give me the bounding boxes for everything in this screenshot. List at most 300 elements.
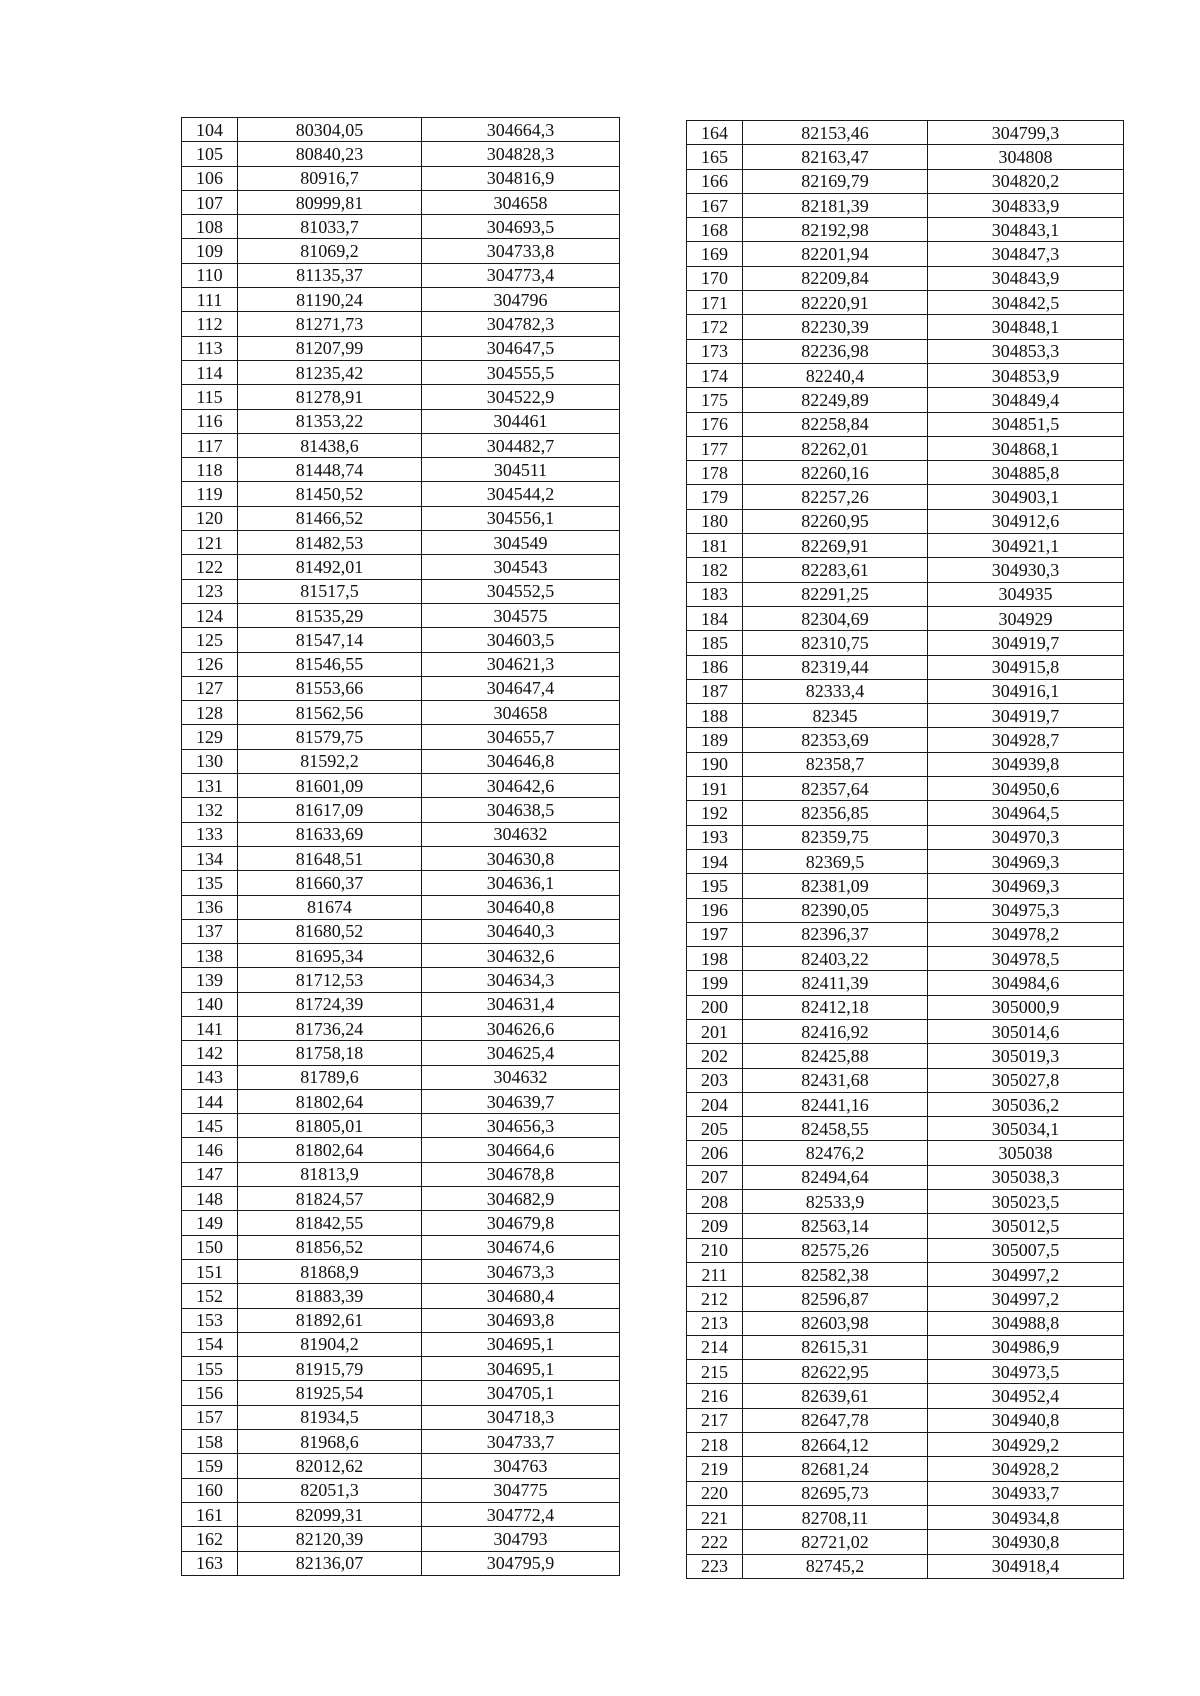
table-row	[687, 436, 1124, 460]
x-coordinate-cell: 82381,09	[743, 874, 928, 898]
point-number-cell: 139	[182, 968, 238, 992]
point-number-cell: 129	[182, 725, 238, 749]
y-coordinate-cell: 304555,5	[422, 360, 620, 384]
x-coordinate-cell: 82664,12	[743, 1433, 928, 1457]
y-coordinate-cell: 304656,3	[422, 1114, 620, 1138]
y-coordinate-cell: 304969,3	[928, 849, 1124, 873]
table-row	[687, 534, 1124, 558]
table-row	[182, 263, 620, 287]
table-row	[687, 1408, 1124, 1432]
x-coordinate-cell: 82357,64	[743, 777, 928, 801]
point-number-cell: 212	[687, 1287, 743, 1311]
x-coordinate-cell: 81448,74	[238, 458, 422, 482]
x-coordinate-cell: 81190,24	[238, 288, 422, 312]
y-coordinate-cell: 304929,2	[928, 1433, 1124, 1457]
point-number-cell: 143	[182, 1065, 238, 1089]
x-coordinate-cell: 81135,37	[238, 263, 422, 287]
table-row	[182, 1089, 620, 1113]
y-coordinate-cell: 304575	[422, 603, 620, 627]
point-number-cell: 203	[687, 1068, 743, 1092]
x-coordinate-cell: 81553,66	[238, 676, 422, 700]
table-row	[687, 1262, 1124, 1286]
y-coordinate-cell: 304868,1	[928, 436, 1124, 460]
table-row	[182, 919, 620, 943]
y-coordinate-cell: 304933,7	[928, 1481, 1124, 1505]
x-coordinate-cell: 81592,2	[238, 749, 422, 773]
table-row	[687, 1044, 1124, 1068]
x-coordinate-cell: 82416,92	[743, 1019, 928, 1043]
x-coordinate-cell: 82403,22	[743, 947, 928, 971]
point-number-cell: 135	[182, 871, 238, 895]
point-number-cell: 148	[182, 1187, 238, 1211]
x-coordinate-cell: 82358,7	[743, 752, 928, 776]
table-row	[182, 1381, 620, 1405]
y-coordinate-cell: 304853,9	[928, 363, 1124, 387]
table-row	[182, 676, 620, 700]
table-row	[182, 385, 620, 409]
x-coordinate-cell: 81438,6	[238, 433, 422, 457]
y-coordinate-cell: 304642,6	[422, 774, 620, 798]
y-coordinate-cell: 304885,8	[928, 461, 1124, 485]
x-coordinate-cell: 82345	[743, 704, 928, 728]
point-number-cell: 137	[182, 919, 238, 943]
table-row	[687, 1190, 1124, 1214]
point-number-cell: 127	[182, 676, 238, 700]
y-coordinate-cell: 305038	[928, 1141, 1124, 1165]
table-row	[687, 752, 1124, 776]
point-number-cell: 166	[687, 169, 743, 193]
table-row	[687, 704, 1124, 728]
y-coordinate-cell: 304970,3	[928, 825, 1124, 849]
table-row	[182, 628, 620, 652]
x-coordinate-cell: 82390,05	[743, 898, 928, 922]
y-coordinate-cell: 305007,5	[928, 1238, 1124, 1262]
table-row	[182, 1235, 620, 1259]
x-coordinate-cell: 82262,01	[743, 436, 928, 460]
y-coordinate-cell: 305027,8	[928, 1068, 1124, 1092]
point-number-cell: 220	[687, 1481, 743, 1505]
x-coordinate-cell: 82099,31	[238, 1502, 422, 1526]
x-coordinate-cell: 81674	[238, 895, 422, 919]
table-row	[687, 825, 1124, 849]
table-row	[182, 1016, 620, 1040]
point-number-cell: 106	[182, 166, 238, 190]
x-coordinate-cell: 81724,39	[238, 992, 422, 1016]
point-number-cell: 121	[182, 531, 238, 555]
x-coordinate-cell: 82333,4	[743, 679, 928, 703]
point-number-cell: 193	[687, 825, 743, 849]
y-coordinate-cell: 304678,8	[422, 1162, 620, 1186]
table-row	[182, 555, 620, 579]
table-row	[182, 1332, 620, 1356]
table-row	[687, 121, 1124, 145]
point-number-cell: 157	[182, 1405, 238, 1429]
y-coordinate-cell: 304733,8	[422, 239, 620, 263]
table-row	[182, 360, 620, 384]
point-number-cell: 136	[182, 895, 238, 919]
point-number-cell: 168	[687, 218, 743, 242]
table-row	[182, 1551, 620, 1575]
y-coordinate-cell: 304621,3	[422, 652, 620, 676]
x-coordinate-cell: 81824,57	[238, 1187, 422, 1211]
point-number-cell: 170	[687, 266, 743, 290]
point-number-cell: 134	[182, 846, 238, 870]
x-coordinate-cell: 82575,26	[743, 1238, 928, 1262]
y-coordinate-cell: 304930,3	[928, 558, 1124, 582]
point-number-cell: 112	[182, 312, 238, 336]
x-coordinate-cell: 82563,14	[743, 1214, 928, 1238]
point-number-cell: 118	[182, 458, 238, 482]
table-row	[182, 603, 620, 627]
y-coordinate-cell: 304997,2	[928, 1287, 1124, 1311]
point-number-cell: 209	[687, 1214, 743, 1238]
y-coordinate-cell: 304632	[422, 822, 620, 846]
table-row	[687, 922, 1124, 946]
point-number-cell: 111	[182, 288, 238, 312]
x-coordinate-cell: 82230,39	[743, 315, 928, 339]
x-coordinate-cell: 82603,98	[743, 1311, 928, 1335]
x-coordinate-cell: 82136,07	[238, 1551, 422, 1575]
point-number-cell: 169	[687, 242, 743, 266]
x-coordinate-cell: 82249,89	[743, 388, 928, 412]
point-number-cell: 156	[182, 1381, 238, 1405]
y-coordinate-cell: 304631,4	[422, 992, 620, 1016]
table-row	[687, 1238, 1124, 1262]
point-number-cell: 197	[687, 922, 743, 946]
table-body	[687, 121, 1124, 1579]
table-row	[182, 1308, 620, 1332]
y-coordinate-cell: 304816,9	[422, 166, 620, 190]
table-row	[687, 509, 1124, 533]
y-coordinate-cell: 304843,1	[928, 218, 1124, 242]
y-coordinate-cell: 304851,5	[928, 412, 1124, 436]
point-number-cell: 138	[182, 944, 238, 968]
x-coordinate-cell: 81648,51	[238, 846, 422, 870]
y-coordinate-cell: 304695,1	[422, 1357, 620, 1381]
table-row	[182, 166, 620, 190]
table-row	[687, 777, 1124, 801]
x-coordinate-cell: 82596,87	[743, 1287, 928, 1311]
y-coordinate-cell: 304646,8	[422, 749, 620, 773]
y-coordinate-cell: 304461	[422, 409, 620, 433]
point-number-cell: 131	[182, 774, 238, 798]
x-coordinate-cell: 81892,61	[238, 1308, 422, 1332]
y-coordinate-cell: 304919,7	[928, 631, 1124, 655]
x-coordinate-cell: 81736,24	[238, 1016, 422, 1040]
x-coordinate-cell: 82639,61	[743, 1384, 928, 1408]
point-number-cell: 132	[182, 798, 238, 822]
table-row	[687, 218, 1124, 242]
x-coordinate-cell: 82441,16	[743, 1092, 928, 1116]
y-coordinate-cell: 304763	[422, 1454, 620, 1478]
table-row	[182, 1259, 620, 1283]
y-coordinate-cell: 304603,5	[422, 628, 620, 652]
y-coordinate-cell: 304969,3	[928, 874, 1124, 898]
x-coordinate-cell: 82240,4	[743, 363, 928, 387]
y-coordinate-cell: 304655,7	[422, 725, 620, 749]
table-row	[182, 798, 620, 822]
table-row	[182, 1405, 620, 1429]
point-number-cell: 207	[687, 1165, 743, 1189]
point-number-cell: 147	[182, 1162, 238, 1186]
x-coordinate-cell: 81271,73	[238, 312, 422, 336]
x-coordinate-cell: 82425,88	[743, 1044, 928, 1068]
x-coordinate-cell: 81069,2	[238, 239, 422, 263]
y-coordinate-cell: 305038,3	[928, 1165, 1124, 1189]
y-coordinate-cell: 304984,6	[928, 971, 1124, 995]
y-coordinate-cell: 304833,9	[928, 193, 1124, 217]
point-number-cell: 145	[182, 1114, 238, 1138]
point-number-cell: 116	[182, 409, 238, 433]
point-number-cell: 199	[687, 971, 743, 995]
table-row	[182, 288, 620, 312]
y-coordinate-cell: 304658	[422, 190, 620, 214]
table-row	[182, 846, 620, 870]
y-coordinate-cell: 304549	[422, 531, 620, 555]
x-coordinate-cell: 82647,78	[743, 1408, 928, 1432]
point-number-cell: 175	[687, 388, 743, 412]
table-row	[687, 291, 1124, 315]
table-row	[687, 388, 1124, 412]
y-coordinate-cell: 304988,8	[928, 1311, 1124, 1335]
x-coordinate-cell: 82412,18	[743, 995, 928, 1019]
x-coordinate-cell: 82494,64	[743, 1165, 928, 1189]
point-number-cell: 122	[182, 555, 238, 579]
y-coordinate-cell: 305036,2	[928, 1092, 1124, 1116]
table-row	[687, 971, 1124, 995]
point-number-cell: 161	[182, 1502, 238, 1526]
coordinates-table-right	[686, 120, 1124, 1579]
table-row	[182, 895, 620, 919]
point-number-cell: 107	[182, 190, 238, 214]
table-row	[182, 822, 620, 846]
table-row	[687, 1068, 1124, 1092]
x-coordinate-cell: 81802,64	[238, 1138, 422, 1162]
point-number-cell: 163	[182, 1551, 238, 1575]
x-coordinate-cell: 81466,52	[238, 506, 422, 530]
x-coordinate-cell: 80304,05	[238, 118, 422, 142]
table-row	[687, 1335, 1124, 1359]
y-coordinate-cell: 304664,3	[422, 118, 620, 142]
x-coordinate-cell: 82533,9	[743, 1190, 928, 1214]
x-coordinate-cell: 81517,5	[238, 579, 422, 603]
x-coordinate-cell: 81868,9	[238, 1259, 422, 1283]
table-row	[182, 409, 620, 433]
point-number-cell: 114	[182, 360, 238, 384]
y-coordinate-cell: 304775	[422, 1478, 620, 1502]
point-number-cell: 162	[182, 1527, 238, 1551]
y-coordinate-cell: 304978,2	[928, 922, 1124, 946]
point-number-cell: 133	[182, 822, 238, 846]
point-number-cell: 206	[687, 1141, 743, 1165]
point-number-cell: 155	[182, 1357, 238, 1381]
x-coordinate-cell: 81680,52	[238, 919, 422, 943]
y-coordinate-cell: 304647,4	[422, 676, 620, 700]
x-coordinate-cell: 81789,6	[238, 1065, 422, 1089]
y-coordinate-cell: 305019,3	[928, 1044, 1124, 1068]
point-number-cell: 171	[687, 291, 743, 315]
table-row	[182, 944, 620, 968]
point-number-cell: 179	[687, 485, 743, 509]
point-number-cell: 188	[687, 704, 743, 728]
y-coordinate-cell: 304693,5	[422, 215, 620, 239]
table-row	[182, 774, 620, 798]
x-coordinate-cell: 81712,53	[238, 968, 422, 992]
table-row	[182, 701, 620, 725]
point-number-cell: 211	[687, 1262, 743, 1286]
y-coordinate-cell: 304626,6	[422, 1016, 620, 1040]
y-coordinate-cell: 304950,6	[928, 777, 1124, 801]
x-coordinate-cell: 82201,94	[743, 242, 928, 266]
x-coordinate-cell: 81353,22	[238, 409, 422, 433]
table-row	[687, 193, 1124, 217]
table-row	[182, 531, 620, 555]
point-number-cell: 119	[182, 482, 238, 506]
table-row	[182, 652, 620, 676]
table-row	[182, 968, 620, 992]
table-row	[687, 169, 1124, 193]
x-coordinate-cell: 81535,29	[238, 603, 422, 627]
point-number-cell: 182	[687, 558, 743, 582]
x-coordinate-cell: 82396,37	[743, 922, 928, 946]
point-number-cell: 108	[182, 215, 238, 239]
table-row	[687, 266, 1124, 290]
table-row	[687, 582, 1124, 606]
table-row	[687, 1481, 1124, 1505]
point-number-cell: 215	[687, 1360, 743, 1384]
point-number-cell: 187	[687, 679, 743, 703]
y-coordinate-cell: 304975,3	[928, 898, 1124, 922]
y-coordinate-cell: 304695,1	[422, 1332, 620, 1356]
x-coordinate-cell: 82458,55	[743, 1117, 928, 1141]
table-row	[182, 749, 620, 773]
table-row	[687, 1360, 1124, 1384]
x-coordinate-cell: 81450,52	[238, 482, 422, 506]
x-coordinate-cell: 82153,46	[743, 121, 928, 145]
y-coordinate-cell: 304674,6	[422, 1235, 620, 1259]
point-number-cell: 123	[182, 579, 238, 603]
x-coordinate-cell: 81207,99	[238, 336, 422, 360]
y-coordinate-cell: 304640,3	[422, 919, 620, 943]
x-coordinate-cell: 82369,5	[743, 849, 928, 873]
y-coordinate-cell: 304679,8	[422, 1211, 620, 1235]
table-row	[182, 1454, 620, 1478]
point-number-cell: 165	[687, 145, 743, 169]
point-number-cell: 196	[687, 898, 743, 922]
y-coordinate-cell: 304638,5	[422, 798, 620, 822]
x-coordinate-cell: 82622,95	[743, 1360, 928, 1384]
x-coordinate-cell: 82260,95	[743, 509, 928, 533]
x-coordinate-cell: 81633,69	[238, 822, 422, 846]
table-row	[687, 1019, 1124, 1043]
y-coordinate-cell: 304918,4	[928, 1554, 1124, 1578]
y-coordinate-cell: 304997,2	[928, 1262, 1124, 1286]
point-number-cell: 208	[687, 1190, 743, 1214]
y-coordinate-cell: 304928,2	[928, 1457, 1124, 1481]
table-row	[687, 947, 1124, 971]
table-row	[687, 631, 1124, 655]
table-row	[687, 1530, 1124, 1554]
point-number-cell: 216	[687, 1384, 743, 1408]
table-row	[687, 1433, 1124, 1457]
table-row	[182, 1284, 620, 1308]
y-coordinate-cell: 304921,1	[928, 534, 1124, 558]
point-number-cell: 126	[182, 652, 238, 676]
x-coordinate-cell: 82051,3	[238, 1478, 422, 1502]
y-coordinate-cell: 304705,1	[422, 1381, 620, 1405]
y-coordinate-cell: 305012,5	[928, 1214, 1124, 1238]
table-row	[687, 1311, 1124, 1335]
y-coordinate-cell: 305014,6	[928, 1019, 1124, 1043]
x-coordinate-cell: 81660,37	[238, 871, 422, 895]
y-coordinate-cell: 304544,2	[422, 482, 620, 506]
x-coordinate-cell: 81856,52	[238, 1235, 422, 1259]
point-number-cell: 183	[687, 582, 743, 606]
table-row	[687, 1214, 1124, 1238]
x-coordinate-cell: 82269,91	[743, 534, 928, 558]
x-coordinate-cell: 82695,73	[743, 1481, 928, 1505]
y-coordinate-cell: 304682,9	[422, 1187, 620, 1211]
y-coordinate-cell: 304929	[928, 606, 1124, 630]
point-number-cell: 149	[182, 1211, 238, 1235]
point-number-cell: 201	[687, 1019, 743, 1043]
point-number-cell: 204	[687, 1092, 743, 1116]
point-number-cell: 186	[687, 655, 743, 679]
y-coordinate-cell: 304673,3	[422, 1259, 620, 1283]
y-coordinate-cell: 304632,6	[422, 944, 620, 968]
x-coordinate-cell: 81883,39	[238, 1284, 422, 1308]
y-coordinate-cell: 304912,6	[928, 509, 1124, 533]
y-coordinate-cell: 304733,7	[422, 1430, 620, 1454]
x-coordinate-cell: 81235,42	[238, 360, 422, 384]
x-coordinate-cell: 81925,54	[238, 1381, 422, 1405]
table-row	[182, 433, 620, 457]
x-coordinate-cell: 82353,69	[743, 728, 928, 752]
x-coordinate-cell: 82745,2	[743, 1554, 928, 1578]
y-coordinate-cell: 304916,1	[928, 679, 1124, 703]
x-coordinate-cell: 82220,91	[743, 291, 928, 315]
x-coordinate-cell: 81842,55	[238, 1211, 422, 1235]
table-row	[687, 606, 1124, 630]
point-number-cell: 120	[182, 506, 238, 530]
x-coordinate-cell: 81802,64	[238, 1089, 422, 1113]
point-number-cell: 178	[687, 461, 743, 485]
table-row	[182, 1041, 620, 1065]
y-coordinate-cell: 304543	[422, 555, 620, 579]
y-coordinate-cell: 304782,3	[422, 312, 620, 336]
table-row	[687, 145, 1124, 169]
x-coordinate-cell: 81904,2	[238, 1332, 422, 1356]
x-coordinate-cell: 82411,39	[743, 971, 928, 995]
table-row	[182, 1430, 620, 1454]
x-coordinate-cell: 81033,7	[238, 215, 422, 239]
point-number-cell: 125	[182, 628, 238, 652]
y-coordinate-cell: 304973,5	[928, 1360, 1124, 1384]
table-row	[182, 1065, 620, 1089]
y-coordinate-cell: 304693,8	[422, 1308, 620, 1332]
table-row	[687, 655, 1124, 679]
x-coordinate-cell: 82169,79	[743, 169, 928, 193]
point-number-cell: 180	[687, 509, 743, 533]
point-number-cell: 219	[687, 1457, 743, 1481]
point-number-cell: 117	[182, 433, 238, 457]
table-row	[687, 1165, 1124, 1189]
y-coordinate-cell: 304522,9	[422, 385, 620, 409]
table-row	[687, 1141, 1124, 1165]
x-coordinate-cell: 81547,14	[238, 628, 422, 652]
x-coordinate-cell: 82356,85	[743, 801, 928, 825]
y-coordinate-cell: 304640,8	[422, 895, 620, 919]
